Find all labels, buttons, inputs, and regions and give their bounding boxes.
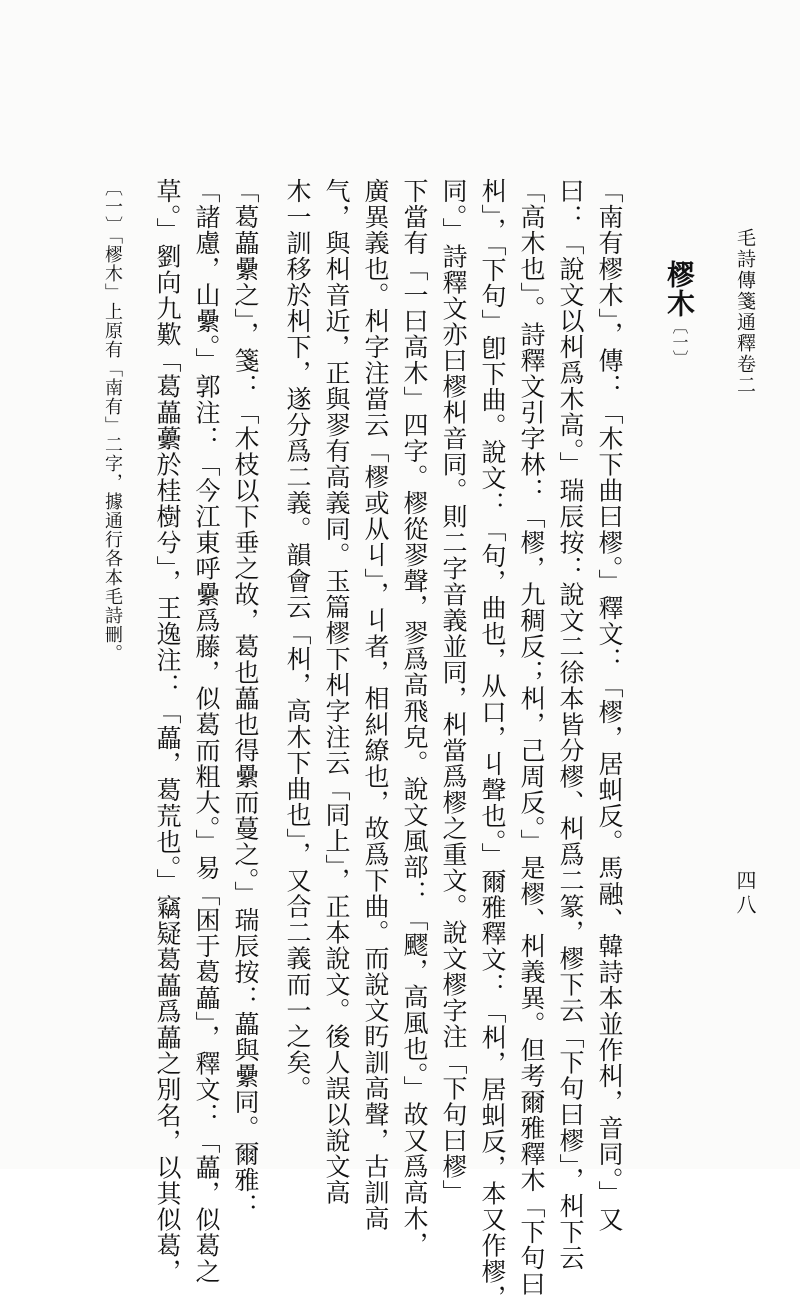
text-column: 下當有「一曰高木」四字。樛從翏聲，翏爲高飛皃。說文風部：「飂，高風也。」故又爲高木， [400,178,429,1258]
text-column: 朻」，「下句」卽下曲。說文：「句，曲也，从口，丩聲也。」爾雅釋文：「朻，居虯反，本又作樛， [478,178,507,1311]
running-title: 毛詩傳箋通釋卷二 [734,228,756,396]
text-column: 「葛藟纍之」，箋：「木枝以下垂之故，葛也藟也得纍而蔓之。」瑞辰按：藟與纍同。爾雅： [231,178,260,1219]
section-title: 樛木 [663,260,696,318]
text-column: 木一訓移於朻下，遂分爲二義。韻會云「朻，高木下曲也」，又合二義而一之矣。 [283,178,312,1102]
text-column: 「諸慮，山纍。」郭注：「今江東呼纍爲藤，似葛而粗大。」易「困于葛藟」，釋文：「藟，似葛之 [192,178,221,1285]
footnote: 〔一〕「樛木」上原有「南有」二字，據通行各本毛詩刪。 [102,178,123,663]
page-number: 四八 [733,870,757,918]
text-column: 「高木也」。詩釋文引字林：「樛，九稠反；朻，己周反。」是樛、朻義異。但考爾雅釋木「下句曰 [517,178,546,1297]
section-heading [662,260,696,366]
text-column: 同。」詩釋文亦曰樛朻音同。則二字音義並同，朻當爲樛之重文。說文樛字注「下句曰樛」 [439,178,468,1206]
text-column: 「南有樛木」，傳：「木下曲曰樛。」釋文：「樛，居虯反。馬融、韓詩本並作朻，音同。」又 [595,178,624,1233]
text-column: 廣異義也。朻字注當云「樛或从丩」，丩者，相糾繚也，故爲下曲。而說文䀎訓高聲，古訓高 [361,178,390,1232]
footnote-marker: 〔一〕 [670,318,689,366]
text-column: 气，與朻音近，正與翏有高義同。玉篇樛下朻字注云「同上」，正本說文。後人誤以說文高 [322,178,351,1206]
text-column: 草。」劉向九歎「葛藟虆於桂樹兮」，王逸注：「藟，葛荒也。」竊疑葛藟爲藟之別名，以其似葛， [153,178,182,1285]
text-column: 曰：「說文以朻爲木高。」瑞辰按：說文二徐本皆分樛、朻爲二篆，樛下云「下句曰樛」，朻下云 [556,178,585,1271]
